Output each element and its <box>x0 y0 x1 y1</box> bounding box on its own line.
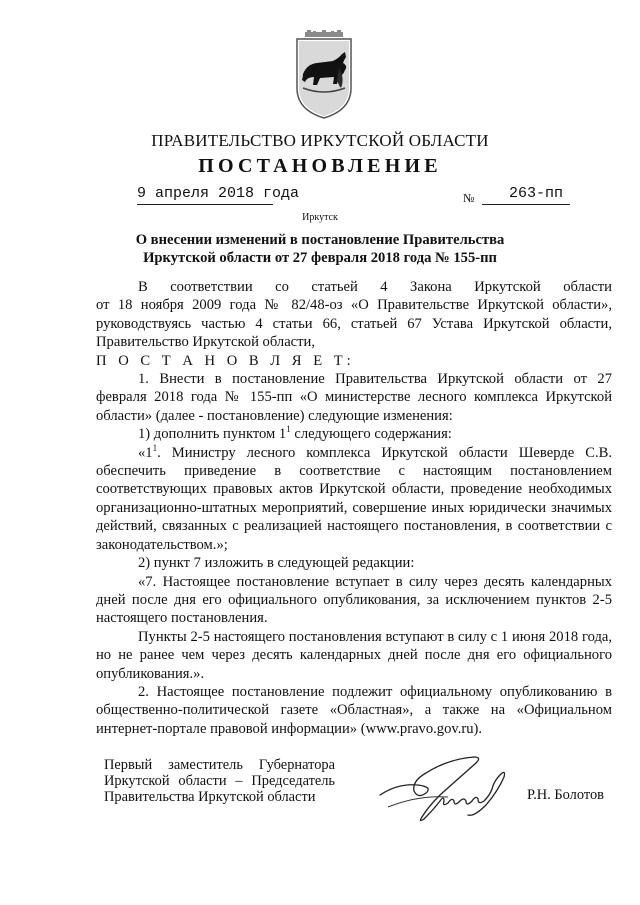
irkutsk-coat-of-arms-icon <box>293 30 355 120</box>
date-underline <box>137 204 273 205</box>
intro-line-4: Правительство Иркутской области, <box>96 334 315 351</box>
signatory-line-1: Первый заместитель Губернатора <box>104 757 335 773</box>
heading-line-2: Иркутской области от 27 февраля 2018 года № 155-пп <box>143 250 497 266</box>
intro-line-1: В соответствии со статьей 4 Закона Иркутской области <box>138 279 612 295</box>
number-label: № <box>463 191 475 205</box>
handwritten-signature-icon <box>378 755 518 825</box>
intro-line-2: от 18 ноября 2009 года № 82/48-оз «О Правительстве Иркутской области», <box>96 297 612 314</box>
signatory-name: Р.Н. Болотов <box>527 787 604 803</box>
paragraph-1-item-2: 2) пункт 7 изложить в следующей редакции: <box>138 555 415 572</box>
intro-line-3: руководствуясь частью 4 статьи 66, статьей 67 Устава Иркутской области, <box>96 315 612 332</box>
document-heading <box>0 231 640 267</box>
item-1-sup: 1 <box>286 424 291 435</box>
quote-1-sup: 1 <box>152 442 158 453</box>
paragraph-2: 2. Настоящее постановление подлежит официальному опубликованию в общественно-политической газете «Областная», а также на «Официальном интернет-портале правовой информации» (www.pravo.gov.ru). <box>96 683 612 737</box>
government-title: ПРАВИТЕЛЬСТВО ИРКУТСКОЙ ОБЛАСТИ <box>151 131 489 150</box>
signatory-title <box>104 757 335 805</box>
item-1-tail: следующего содержания: <box>290 426 452 443</box>
quote-3: Пункты 2-5 настоящего постановления вступают в силу с 1 июня 2018 года, но не ранее чем через десять календарных дней после дня его официального опубликования.». <box>96 628 612 682</box>
number-underline <box>482 204 570 205</box>
postanovlyaet: П О С Т А Н О В Л Я Е Т: <box>96 352 355 369</box>
quote-1 <box>96 444 612 554</box>
document-date: 9 апреля 2018 года <box>137 185 300 202</box>
document-body <box>96 278 612 738</box>
quote-1-start: «1 <box>138 444 153 461</box>
heading-line-1: О внесении изменений в постановление Правительства <box>135 232 505 248</box>
quote-1-text: . Министру лесного комплекса Иркутской области Шеверде С.В. обеспечить приведение в соответствие с настоящим постановлением соответствующих правовых актов Иркутской области, проведение необходимых организационно-штатных мероприятий, совершение иных юридически значимых действий, связанных с реализацией настоящего постановления, в соответствии с законодательством.»; <box>96 444 612 553</box>
document-type: ПОСТАНОВЛЕНИЕ <box>198 155 442 177</box>
paragraph-1: 1. Внести в постановление Правительства Иркутской области от 27 февраля 2018 года № 155-пп «О министерстве лесного комплекса Иркутской области» (далее - постановление) следующие изменения: <box>96 371 612 424</box>
signatory-line-2: Иркутской области – Председатель <box>104 773 335 789</box>
signatory-line-3: Правительства Иркутской области <box>104 789 316 805</box>
quote-2: «7. Настоящее постановление вступает в силу через десять календарных дней после дня его официального опубликования, за исключением пунктов 2-5 настоящего постановления. <box>96 573 612 627</box>
city: Иркутск <box>302 212 338 223</box>
item-1-text: 1) дополнить пунктом 1 <box>138 426 287 443</box>
paragraph-1-item-1 <box>96 425 612 443</box>
document-number: 263-пп <box>509 185 564 202</box>
